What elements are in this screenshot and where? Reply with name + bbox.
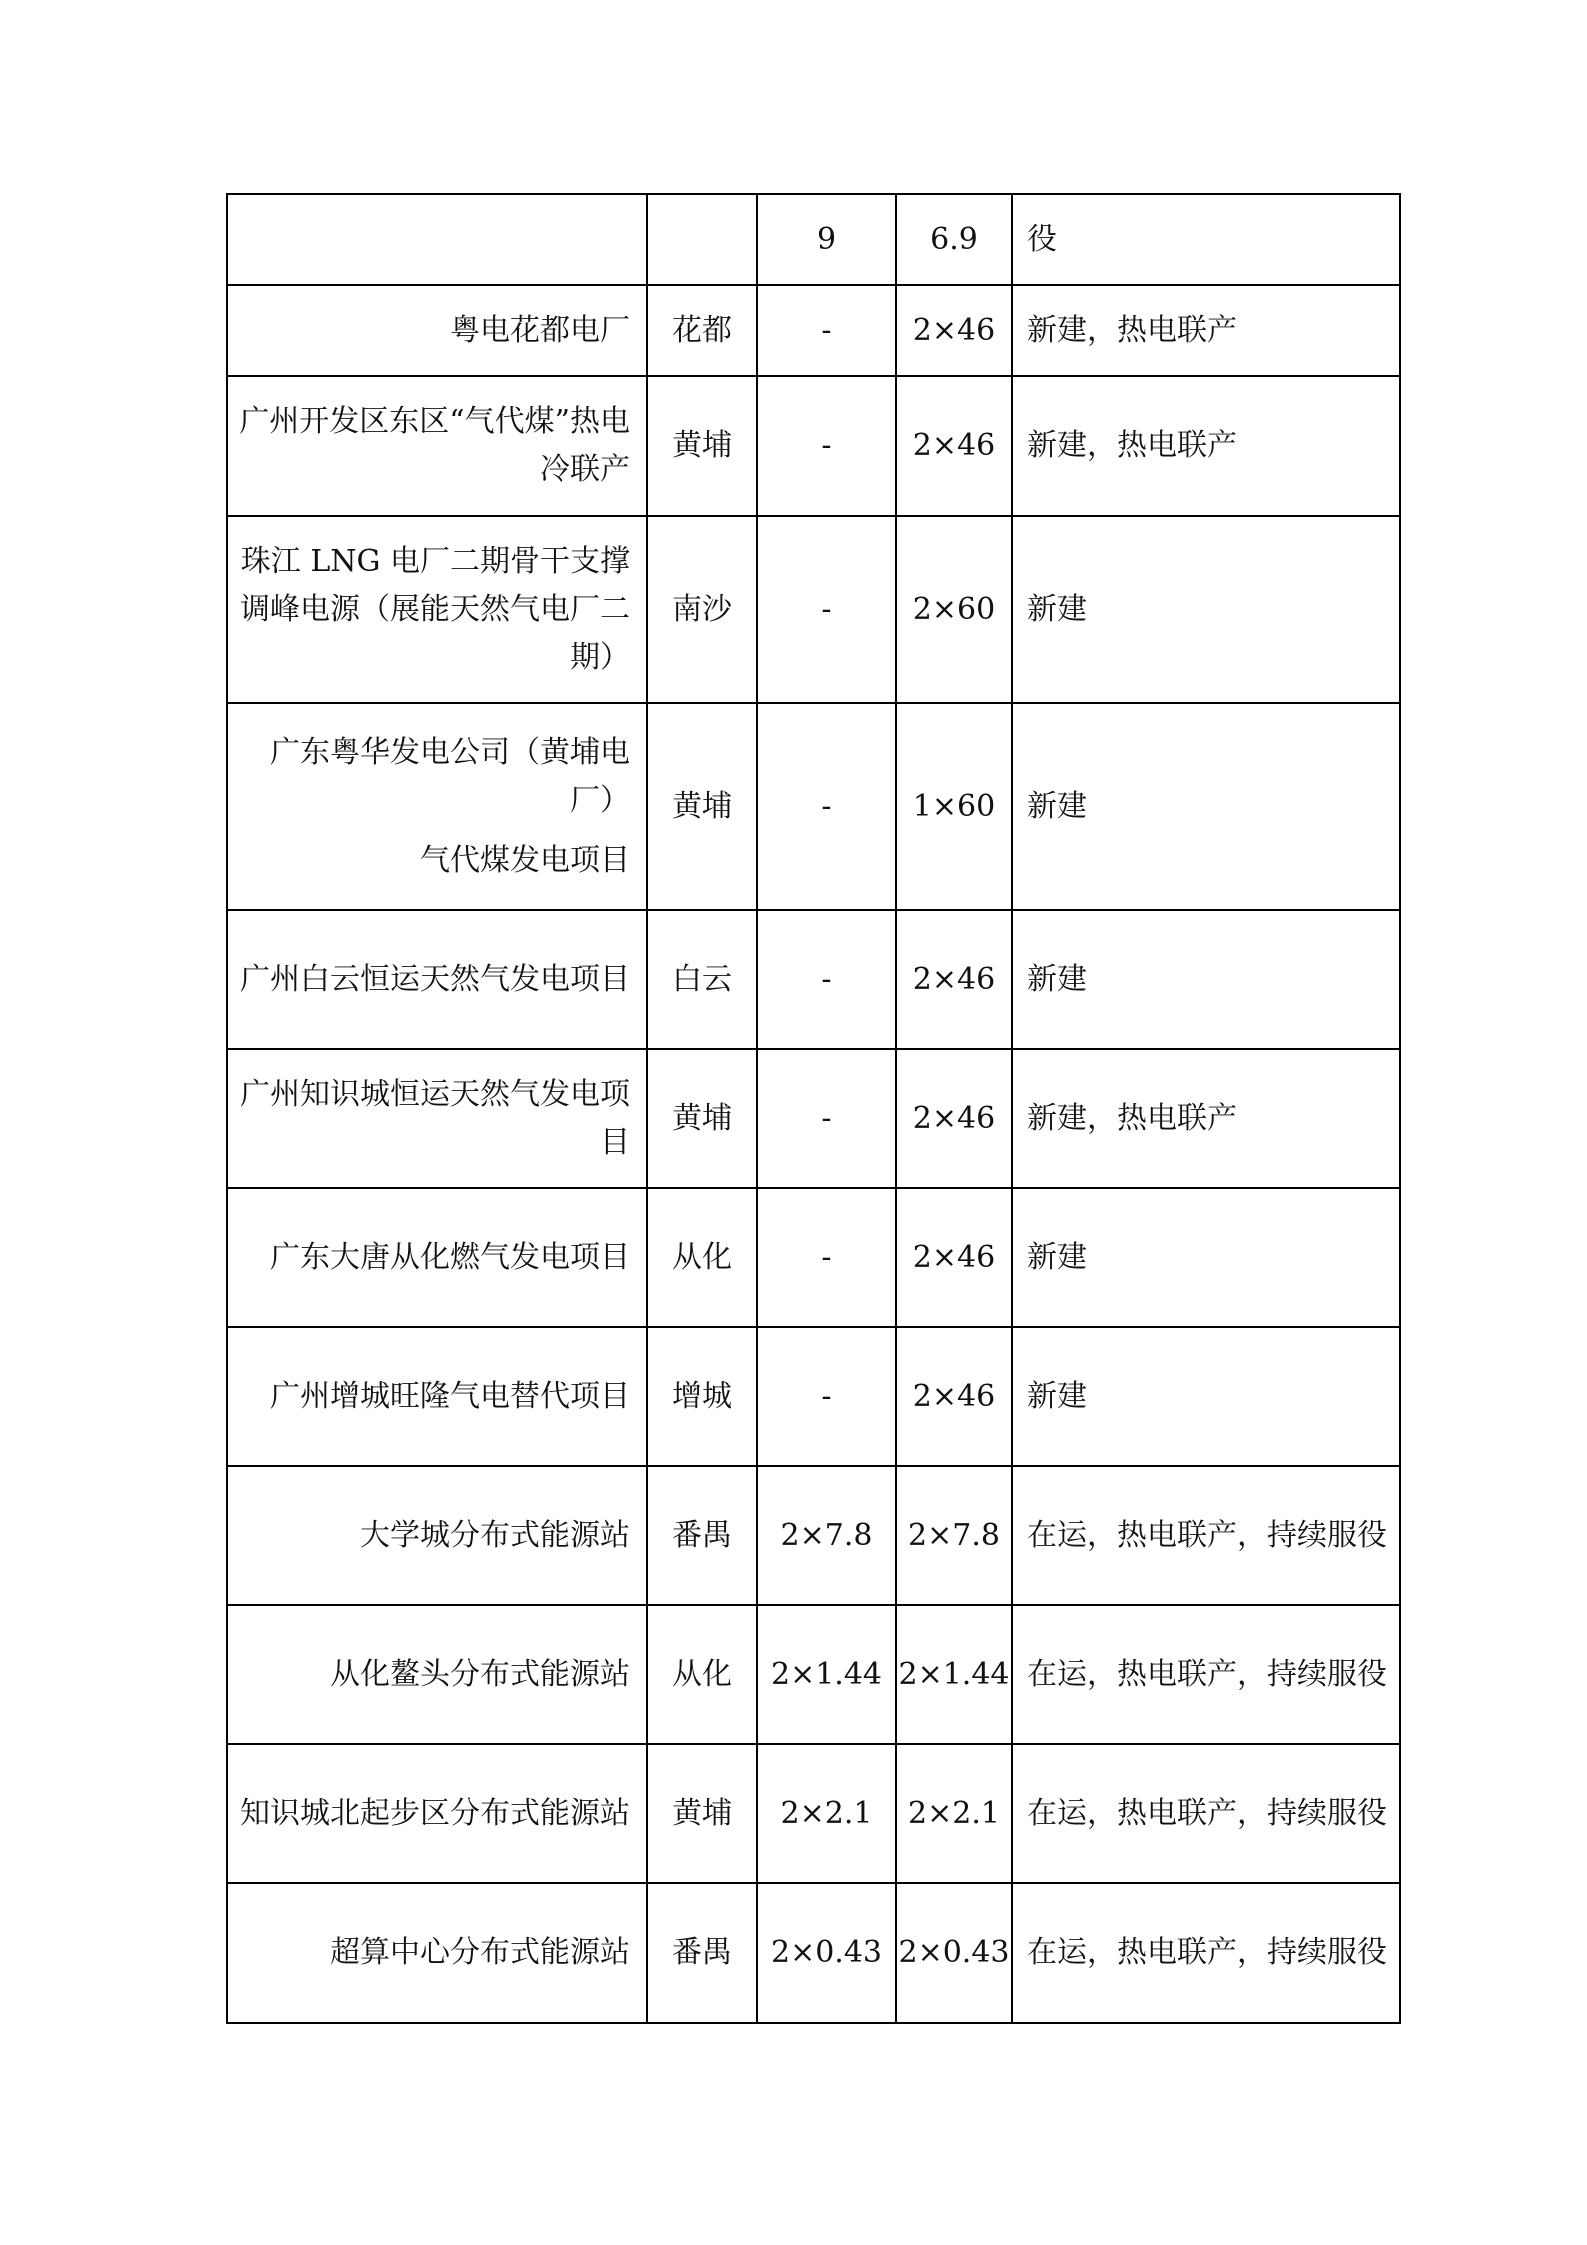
project-name-cell [227, 1049, 647, 1188]
project-name-cell [227, 1883, 647, 2023]
remark-text: 在运，热电联产，持续服役 [1027, 1517, 1387, 1553]
district-cell [647, 910, 757, 1049]
existing-capacity-text: - [821, 428, 832, 463]
existing-capacity-text: 2×1.44 [770, 1656, 883, 1692]
district-cell [647, 1327, 757, 1466]
planned-capacity-text: 2×7.8 [908, 1517, 1000, 1553]
existing-capacity-cell [757, 1049, 896, 1188]
district-text: 增城 [672, 1378, 732, 1414]
project-name-text: 广州白云恒运天然气发电项目 [240, 961, 630, 997]
district-text: 花都 [672, 312, 732, 348]
district-cell [647, 1605, 757, 1744]
project-name-cell [227, 1466, 647, 1605]
project-name-text: 广州开发区东区“气代煤”热电冷联产 [239, 404, 630, 487]
planned-capacity-text: 2×1.44 [898, 1656, 1010, 1692]
project-name-text: 超算中心分布式能源站 [330, 1935, 630, 1970]
project-name-text: 广东大唐从化燃气发电项目 [270, 1239, 630, 1275]
remark-text: 在运，热电联产，持续服役 [1027, 1935, 1387, 1970]
district-cell [647, 1049, 757, 1188]
table-row [227, 1466, 1400, 1605]
table-row [227, 376, 1400, 516]
remark-cell [1012, 1188, 1400, 1327]
planned-capacity-text: 2×46 [912, 961, 996, 997]
district-text: 南沙 [672, 591, 732, 627]
remark-cell [1012, 516, 1400, 703]
planned-capacity-cell [896, 1049, 1012, 1188]
remark-text: 新建，热电联产 [1027, 428, 1237, 463]
project-name-text: 粤电花都电厂 [450, 312, 630, 348]
planned-capacity-cell [896, 285, 1012, 376]
district-text: 番禺 [672, 1517, 732, 1553]
remark-text: 新建，热电联产 [1027, 1100, 1237, 1136]
table-row [227, 1605, 1400, 1744]
existing-capacity-cell [757, 376, 896, 516]
remark-cell [1012, 1327, 1400, 1466]
existing-capacity-cell [757, 910, 896, 1049]
district-text: 从化 [672, 1239, 732, 1275]
planned-capacity-text: 2×46 [912, 428, 996, 463]
district-cell [647, 194, 757, 285]
planned-capacity-cell [896, 516, 1012, 703]
remark-cell [1012, 194, 1400, 285]
district-cell [647, 1466, 757, 1605]
project-name-cell [227, 516, 647, 703]
existing-capacity-cell [757, 1327, 896, 1466]
remark-cell [1012, 376, 1400, 516]
project-name-cell [227, 910, 647, 1049]
remark-cell [1012, 703, 1400, 910]
project-name-text: 知识城北起步区分布式能源站 [240, 1795, 630, 1831]
table-row [227, 1883, 1400, 2023]
planned-capacity-cell [896, 1605, 1012, 1744]
planned-capacity-cell [896, 1744, 1012, 1883]
table-row [227, 1188, 1400, 1327]
existing-capacity-text: - [821, 1100, 832, 1136]
existing-capacity-text: 9 [816, 221, 837, 257]
planned-capacity-cell [896, 376, 1012, 516]
table-row [227, 1744, 1400, 1883]
project-name-cell [227, 285, 647, 376]
table-row [227, 1049, 1400, 1188]
table-row [227, 285, 1400, 376]
planned-capacity-text: 6.9 [930, 221, 978, 257]
project-name-cell [227, 703, 647, 910]
project-name-cell [227, 376, 647, 516]
planned-capacity-text: 2×2.1 [908, 1795, 1000, 1831]
table-row [227, 194, 1400, 285]
remark-cell [1012, 1883, 1400, 2023]
remark-text: 新建，热电联产 [1027, 312, 1237, 348]
existing-capacity-text: 2×7.8 [780, 1517, 873, 1553]
existing-capacity-cell [757, 703, 896, 910]
planned-capacity-text: 1×60 [912, 788, 996, 824]
remark-cell [1012, 1466, 1400, 1605]
table-row [227, 703, 1400, 910]
project-name-text: 广州增城旺隆气电替代项目 [270, 1378, 630, 1414]
planned-capacity-cell [896, 1188, 1012, 1327]
district-text: 番禺 [672, 1935, 732, 1970]
district-text: 黄埔 [672, 1795, 732, 1831]
project-name-cell [227, 1188, 647, 1327]
planned-capacity-text: 2×46 [912, 312, 996, 348]
existing-capacity-text: - [821, 591, 832, 627]
remark-cell [1012, 1049, 1400, 1188]
existing-capacity-text: - [821, 1378, 832, 1414]
planned-capacity-text: 2×46 [912, 1100, 996, 1136]
project-name-text: 大学城分布式能源站 [360, 1517, 630, 1553]
power-project-table [226, 193, 1401, 2024]
table-body [227, 194, 1400, 2023]
existing-capacity-cell [757, 285, 896, 376]
existing-capacity-cell [757, 1466, 896, 1605]
remark-cell [1012, 910, 1400, 1049]
district-cell [647, 516, 757, 703]
existing-capacity-cell [757, 1744, 896, 1883]
remark-text: 新建 [1027, 591, 1087, 627]
remark-cell [1012, 1744, 1400, 1883]
project-name-text: 珠江 LNG 电厂二期骨干支撑调峰电源（展能天然气电厂二期） [240, 543, 630, 675]
project-name-cell [227, 194, 647, 285]
existing-capacity-cell [757, 1883, 896, 2023]
district-text: 黄埔 [672, 1100, 732, 1136]
district-text [648, 230, 756, 250]
remark-text: 新建 [1027, 1239, 1087, 1275]
table-row [227, 1327, 1400, 1466]
existing-capacity-text: - [821, 312, 832, 348]
existing-capacity-text: 2×0.43 [770, 1935, 883, 1970]
existing-capacity-cell [757, 516, 896, 703]
planned-capacity-cell [896, 1327, 1012, 1466]
district-cell [647, 1188, 757, 1327]
planned-capacity-cell [896, 1883, 1012, 2023]
remark-text: 在运，热电联产，持续服役 [1027, 1656, 1387, 1692]
district-text: 黄埔 [672, 428, 732, 463]
remark-text: 役 [1027, 221, 1057, 257]
planned-capacity-text: 2×0.43 [898, 1935, 1010, 1970]
project-name-text: 从化鳌头分布式能源站 [330, 1656, 630, 1692]
planned-capacity-text: 2×46 [912, 1378, 996, 1414]
existing-capacity-cell [757, 1605, 896, 1744]
district-cell [647, 376, 757, 516]
existing-capacity-text: - [821, 961, 832, 997]
district-text: 白云 [672, 961, 732, 997]
project-name-text: 气代煤发电项目 [420, 842, 630, 878]
district-text: 从化 [672, 1656, 732, 1692]
existing-capacity-text: - [821, 788, 832, 824]
existing-capacity-cell [757, 194, 896, 285]
existing-capacity-text: - [821, 1239, 832, 1275]
remark-cell [1012, 1605, 1400, 1744]
planned-capacity-text: 2×46 [912, 1239, 996, 1275]
district-cell [647, 1883, 757, 2023]
district-cell [647, 1744, 757, 1883]
planned-capacity-cell [896, 703, 1012, 910]
planned-capacity-text: 2×60 [912, 591, 996, 627]
remark-text: 在运，热电联产，持续服役 [1027, 1795, 1387, 1831]
table-row [227, 910, 1400, 1049]
project-name-text: 广东粤华发电公司（黄埔电厂） [270, 734, 630, 818]
remark-cell [1012, 285, 1400, 376]
project-name-text: 广州知识城恒运天然气发电项目 [240, 1076, 630, 1160]
remark-text: 新建 [1027, 1378, 1087, 1414]
existing-capacity-text: 2×2.1 [780, 1795, 873, 1831]
existing-capacity-cell [757, 1188, 896, 1327]
table-row [227, 516, 1400, 703]
planned-capacity-cell [896, 1466, 1012, 1605]
remark-text: 新建 [1027, 961, 1087, 997]
planned-capacity-cell [896, 194, 1012, 285]
remark-text: 新建 [1027, 788, 1087, 824]
district-cell [647, 703, 757, 910]
project-name-cell [227, 1605, 647, 1744]
district-text: 黄埔 [672, 788, 732, 824]
project-name-cell [227, 1327, 647, 1466]
planned-capacity-cell [896, 910, 1012, 1049]
district-cell [647, 285, 757, 376]
project-name-cell [227, 1744, 647, 1883]
